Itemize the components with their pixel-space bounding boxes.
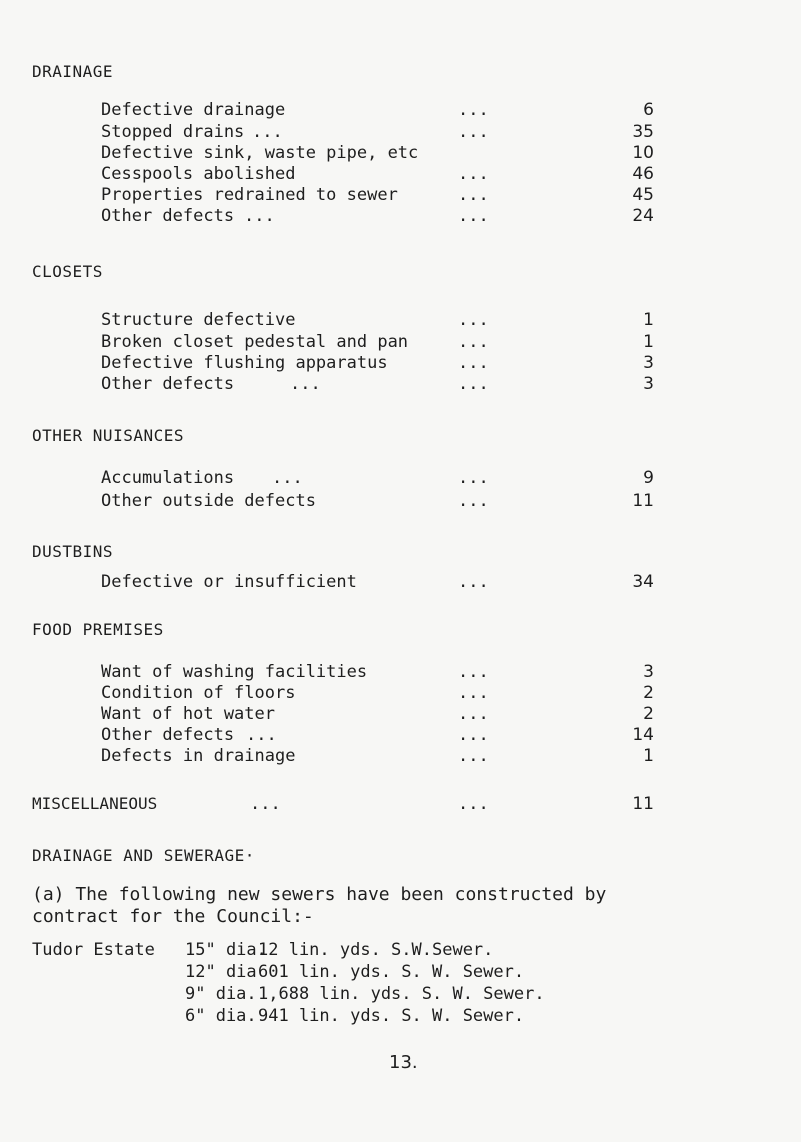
page-number: 13. bbox=[389, 1052, 418, 1073]
item-value: 3 bbox=[643, 374, 654, 394]
item-label: Cesspools abolished bbox=[101, 164, 296, 184]
list-item bbox=[0, 491, 801, 513]
leader-dots: ... bbox=[458, 100, 489, 120]
item-label: Other outside defects bbox=[101, 491, 316, 511]
leader-dots: ... bbox=[458, 683, 489, 703]
item-label: Condition of floors bbox=[101, 683, 296, 703]
item-label: Defective or insufficient bbox=[101, 572, 357, 592]
list-item bbox=[0, 662, 801, 684]
list-item-miscellaneous bbox=[0, 794, 801, 816]
sewer-row bbox=[0, 1006, 801, 1028]
list-item bbox=[0, 374, 801, 396]
leader-dots: ... bbox=[252, 122, 283, 142]
leader-dots: ... bbox=[458, 662, 489, 682]
leader-dots: ... bbox=[458, 310, 489, 330]
item-value: 45 bbox=[632, 185, 654, 205]
sewer-diameter: 15" dia. bbox=[185, 940, 267, 960]
item-value: 24 bbox=[632, 206, 654, 226]
heading-drainage: DRAINAGE bbox=[32, 62, 114, 81]
sewer-row bbox=[0, 984, 801, 1006]
item-value: 11 bbox=[632, 794, 654, 814]
leader-dots: ... bbox=[458, 185, 489, 205]
leader-dots: ... bbox=[458, 164, 489, 184]
leader-dots: ... bbox=[458, 374, 489, 394]
item-value: 9 bbox=[643, 468, 654, 488]
leader-dots: ... bbox=[458, 704, 489, 724]
item-label: Want of hot water bbox=[101, 704, 275, 724]
leader-dots: ... bbox=[458, 353, 489, 373]
item-label: Want of washing facilities bbox=[101, 662, 368, 682]
sewer-length: 1,688 lin. yds. S. W. Sewer. bbox=[258, 984, 545, 1004]
list-item bbox=[0, 143, 801, 165]
leader-dots: ... bbox=[458, 206, 489, 226]
sewer-length: 601 lin. yds. S. W. Sewer. bbox=[258, 962, 525, 982]
item-label: Other defects bbox=[101, 725, 235, 745]
list-item bbox=[0, 468, 801, 490]
leader-dots: ... bbox=[250, 794, 281, 814]
heading-dustbins: DUSTBINS bbox=[32, 542, 114, 561]
leader-dots: ... bbox=[290, 374, 321, 394]
heading-other-nuisances: OTHER NUISANCES bbox=[32, 426, 184, 445]
list-item bbox=[0, 704, 801, 726]
list-item bbox=[0, 100, 801, 122]
heading-food-premises: FOOD PREMISES bbox=[32, 620, 164, 639]
item-value: 2 bbox=[643, 704, 654, 724]
sewer-length: 12 lin. yds. S.W.Sewer. bbox=[258, 940, 494, 960]
sewer-diameter: 9" dia. bbox=[185, 984, 257, 1004]
leader-dots: ... bbox=[458, 332, 489, 352]
item-value: 35 bbox=[632, 122, 654, 142]
leader-dots: ... bbox=[458, 725, 489, 745]
item-label: Other defects bbox=[101, 206, 235, 226]
paragraph-line: (a) The following new sewers have been constructed by bbox=[32, 884, 607, 905]
item-label: Structure defective bbox=[101, 310, 296, 330]
sewer-row bbox=[0, 962, 801, 984]
item-value: 46 bbox=[632, 164, 654, 184]
list-item bbox=[0, 206, 801, 228]
list-item bbox=[0, 164, 801, 186]
list-item bbox=[0, 332, 801, 354]
sewer-diameter: 12" dia bbox=[185, 962, 257, 982]
item-label: Defective flushing apparatus bbox=[101, 353, 388, 373]
leader-dots: ... bbox=[458, 572, 489, 592]
list-item bbox=[0, 122, 801, 144]
list-item bbox=[0, 725, 801, 747]
list-item bbox=[0, 746, 801, 768]
leader-dots: ... bbox=[458, 468, 489, 488]
item-label: Broken closet pedestal and pan bbox=[101, 332, 409, 352]
sewer-length: 941 lin. yds. S. W. Sewer. bbox=[258, 1006, 525, 1026]
item-value: 6 bbox=[643, 100, 654, 120]
item-label: Properties redrained to sewer bbox=[101, 185, 398, 205]
item-value: 1 bbox=[643, 746, 654, 766]
estate-name: Tudor Estate bbox=[32, 940, 155, 960]
list-item bbox=[0, 353, 801, 375]
leader-dots: ... bbox=[458, 746, 489, 766]
leader-dots: ... bbox=[458, 794, 489, 814]
item-value: 14 bbox=[632, 725, 654, 745]
heading-drainage-and-sewerage: DRAINAGE AND SEWERAGE· bbox=[32, 846, 255, 865]
item-label: Defective sink, waste pipe, etc bbox=[101, 143, 419, 163]
item-value: 1 bbox=[643, 310, 654, 330]
leader-dots: ... bbox=[244, 206, 275, 226]
leader-dots: ... bbox=[458, 491, 489, 511]
sewer-diameter: 6" dia. bbox=[185, 1006, 257, 1026]
item-label: Stopped drains bbox=[101, 122, 245, 142]
list-item bbox=[0, 310, 801, 332]
item-value: 2 bbox=[643, 683, 654, 703]
heading-closets: CLOSETS bbox=[32, 262, 103, 281]
list-item bbox=[0, 185, 801, 207]
item-value: 10 bbox=[632, 143, 654, 163]
item-label: Defective drainage bbox=[101, 100, 286, 120]
item-value: 3 bbox=[643, 353, 654, 373]
item-value: 3 bbox=[643, 662, 654, 682]
sewer-row bbox=[0, 940, 801, 962]
list-item bbox=[0, 572, 801, 594]
item-label: Other defects bbox=[101, 374, 235, 394]
item-label: Defects in drainage bbox=[101, 746, 296, 766]
item-label: Accumulations bbox=[101, 468, 235, 488]
item-value: 11 bbox=[632, 491, 654, 511]
leader-dots: ... bbox=[458, 122, 489, 142]
leader-dots: ... bbox=[246, 725, 277, 745]
heading-miscellaneous: MISCELLANEOUS bbox=[32, 794, 158, 813]
list-item bbox=[0, 683, 801, 705]
leader-dots: ... bbox=[272, 468, 303, 488]
paragraph-line: contract for the Council:- bbox=[32, 906, 314, 927]
item-value: 34 bbox=[632, 572, 654, 592]
item-value: 1 bbox=[643, 332, 654, 352]
